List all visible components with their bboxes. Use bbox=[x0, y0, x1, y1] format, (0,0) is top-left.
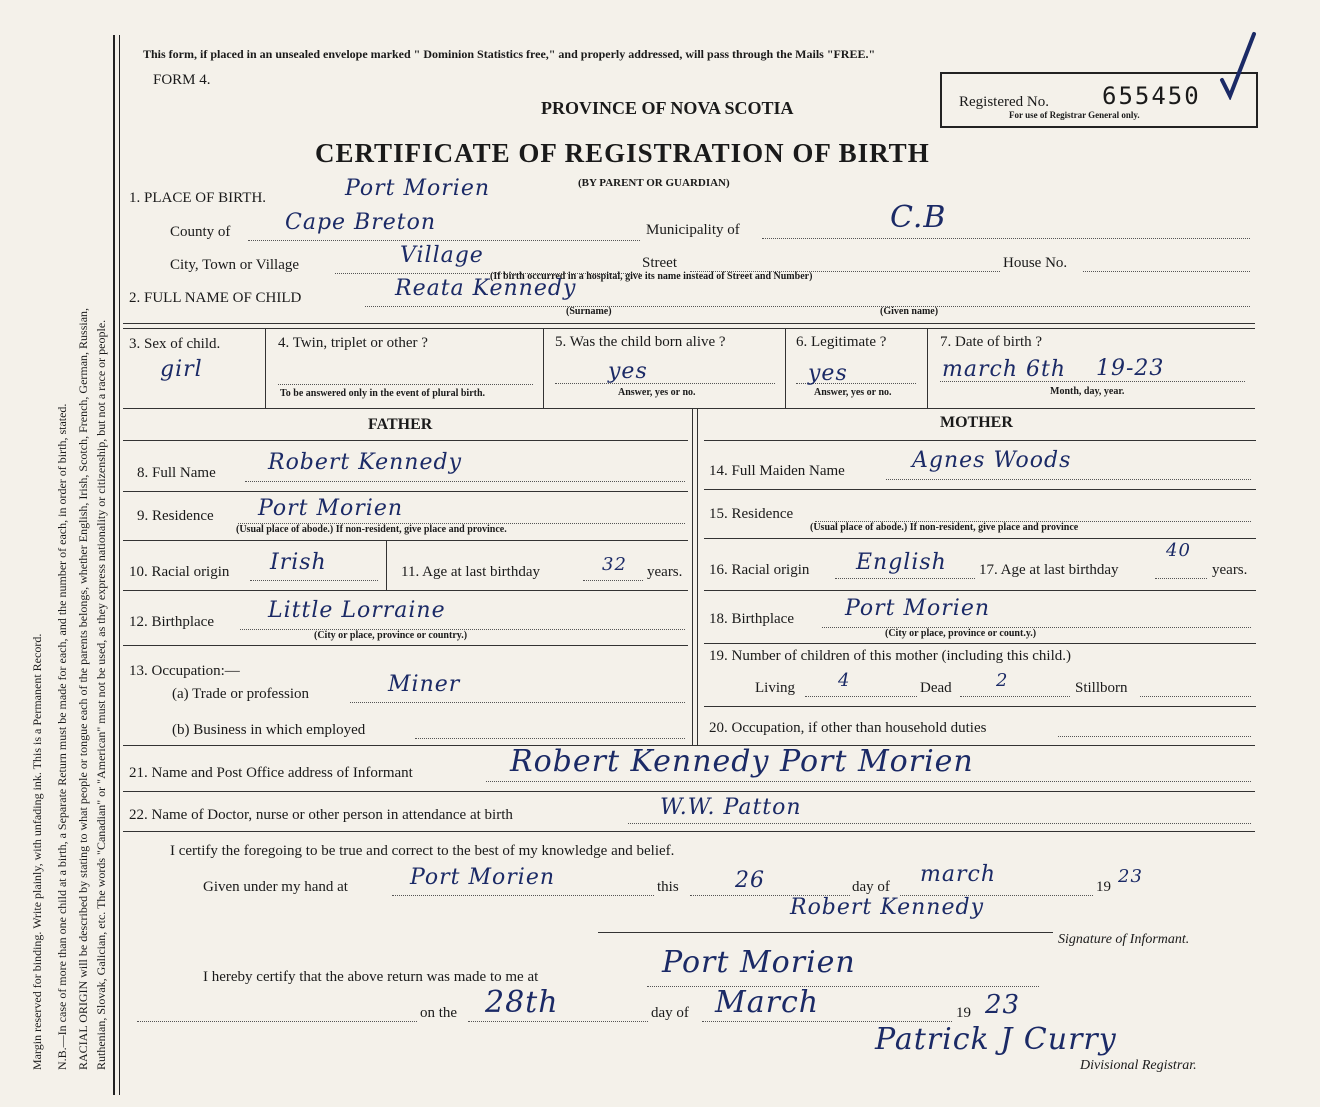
mother-heading: MOTHER bbox=[940, 414, 1013, 431]
side-note-nationality: Ruthenian, Slovak, Galician, etc. The words "Canadian" or "American" must not be used, as they express nationality or citizenship, but not a race or people. bbox=[94, 319, 108, 1070]
twin-note: To be answered only in the event of plural birth. bbox=[280, 388, 486, 399]
margin-rule-inner bbox=[119, 35, 120, 1095]
doctor-label: 22. Name of Doctor, nurse or other person in attendance at birth bbox=[129, 807, 513, 823]
father-birthplace-value: Little Lorraine bbox=[268, 598, 446, 623]
hospital-note: (If birth occurred in a hospital, give its name instead of Street and Number) bbox=[490, 271, 813, 282]
registrar-year-suffix: 23 bbox=[985, 990, 1021, 1020]
alive-note: Answer, yes or no. bbox=[618, 387, 696, 398]
father-race-value: Irish bbox=[270, 550, 327, 575]
father-name-value: Robert Kennedy bbox=[268, 450, 462, 475]
registrar-title: Divisional Registrar. bbox=[1080, 1058, 1197, 1073]
certificate-title: CERTIFICATE OF REGISTRATION OF BIRTH bbox=[315, 138, 930, 168]
mother-residence-label: 15. Residence bbox=[709, 506, 794, 522]
given-year-suffix: 23 bbox=[1118, 866, 1143, 887]
mother-name-value: Agnes Woods bbox=[912, 448, 1072, 473]
city-value: Village bbox=[400, 243, 484, 268]
mother-residence-note: (Usual place of abode.) If non-resident, give place and province bbox=[810, 522, 1079, 533]
given-place-value: Port Morien bbox=[410, 865, 556, 890]
father-birthplace-label: 12. Birthplace bbox=[129, 614, 214, 630]
registrar-note: For use of Registrar General only. bbox=[1009, 110, 1140, 120]
this-label: this bbox=[657, 879, 679, 895]
registrar-dayof-label: day of bbox=[651, 1005, 689, 1021]
legitimate-label: 6. Legitimate ? bbox=[796, 334, 887, 350]
legitimate-note: Answer, yes or no. bbox=[814, 387, 892, 398]
twin-label: 4. Twin, triplet or other ? bbox=[278, 335, 428, 351]
alive-value: yes bbox=[608, 359, 648, 384]
dob-year: 19-23 bbox=[1096, 356, 1165, 381]
given-day-value: 26 bbox=[735, 868, 765, 893]
mother-occupation-label: 20. Occupation, if other than household duties bbox=[709, 720, 987, 736]
mother-race-label: 16. Racial origin bbox=[709, 562, 810, 578]
checkmark-icon bbox=[1218, 28, 1258, 100]
father-trade-label: (a) Trade or profession bbox=[172, 686, 310, 702]
form-number: FORM 4. bbox=[153, 72, 211, 88]
given-year-prefix: 19 bbox=[1096, 879, 1111, 895]
living-label: Living bbox=[755, 680, 795, 696]
father-occupation-label: 13. Occupation:— bbox=[129, 663, 240, 679]
father-business-label: (b) Business in which employed bbox=[172, 722, 366, 738]
alive-label: 5. Was the child born alive ? bbox=[555, 334, 726, 350]
certificate-subtitle: (BY PARENT OR GUARDIAN) bbox=[578, 177, 730, 189]
city-label: City, Town or Village bbox=[170, 257, 300, 273]
registrar-day-value: 28th bbox=[485, 985, 559, 1020]
registrar-certification: I hereby certify that the above return was made to me at bbox=[203, 969, 539, 985]
mother-birthplace-label: 18. Birthplace bbox=[709, 611, 794, 627]
child-name-value: Reata Kennedy bbox=[395, 276, 577, 301]
informant-label: 21. Name and Post Office address of Informant bbox=[129, 765, 413, 781]
house-number-label: House No. bbox=[1003, 255, 1068, 271]
margin-rule bbox=[113, 35, 115, 1095]
place-of-birth-value: Port Morien bbox=[345, 176, 491, 201]
street-label: Street bbox=[642, 255, 677, 271]
father-residence-note: (Usual place of abode.) If non-resident, give place and province. bbox=[236, 524, 507, 535]
registrar-year-prefix: 19 bbox=[956, 1005, 971, 1021]
dob-note: Month, day, year. bbox=[1050, 386, 1125, 397]
dob-label: 7. Date of birth ? bbox=[940, 334, 1043, 350]
surname-note: (Surname) bbox=[566, 306, 612, 317]
province-heading: PROVINCE OF NOVA SCOTIA bbox=[541, 98, 794, 118]
side-note-racial-origin: RACIAL ORIGIN will be described by stating to what people or tongue each of the parents belongs, whether English, Irish, Scotch, French, German, Russian, bbox=[76, 307, 90, 1070]
dead-value: 2 bbox=[996, 670, 1009, 691]
registrar-place-value: Port Morien bbox=[662, 945, 856, 980]
given-under-hand-label: Given under my hand at bbox=[203, 879, 348, 895]
informant-value: Robert Kennedy Port Morien bbox=[510, 744, 974, 779]
sex-value: girl bbox=[160, 357, 203, 382]
place-of-birth-label: 1. PLACE OF BIRTH. bbox=[129, 190, 267, 206]
mother-age-label: 17. Age at last birthday bbox=[979, 562, 1119, 578]
registrar-on-label: on the bbox=[420, 1005, 458, 1021]
mail-notice: This form, if placed in an unsealed envelope marked " Dominion Statistics free," and properly addressed, will pass through the Mails "FREE." bbox=[143, 47, 876, 61]
mother-age-value: 40 bbox=[1166, 540, 1191, 561]
father-trade-value: Miner bbox=[388, 672, 461, 697]
mother-age-unit: years. bbox=[1212, 562, 1248, 578]
side-note-binding: Margin reserved for binding. Write plainly, with unfading ink. This is a Permanent Record. bbox=[30, 633, 44, 1070]
legitimate-value: yes bbox=[808, 361, 848, 386]
given-name-note: (Given name) bbox=[880, 306, 939, 317]
informant-signature: Robert Kennedy bbox=[790, 895, 984, 920]
mother-race-value: English bbox=[856, 550, 947, 575]
registrar-month-value: March bbox=[715, 985, 820, 1020]
given-month-value: march bbox=[920, 862, 996, 887]
side-note-multiple-births: N.B.—In case of more than one child at a birth, a Separate Return must be made for each, and the number of each, in order of birth, stated. bbox=[55, 403, 69, 1070]
municipality-value: C.B bbox=[890, 200, 947, 235]
county-value: Cape Breton bbox=[285, 210, 437, 235]
father-heading: FATHER bbox=[368, 416, 433, 433]
father-residence-value: Port Morien bbox=[258, 496, 404, 521]
father-age-value: 32 bbox=[602, 554, 627, 575]
county-label: County of bbox=[170, 224, 231, 240]
child-name-label: 2. FULL NAME OF CHILD bbox=[129, 290, 302, 306]
dob-value: march 6th bbox=[942, 357, 1066, 382]
father-name-label: 8. Full Name bbox=[137, 465, 216, 481]
mother-birthplace-note: (City or place, province or count.y.) bbox=[885, 628, 1037, 639]
municipality-label: Municipality of bbox=[646, 222, 740, 238]
informant-signature-label: Signature of Informant. bbox=[1058, 932, 1190, 947]
father-age-unit: years. bbox=[647, 564, 683, 580]
registrar-signature: Patrick J Curry bbox=[875, 1022, 1117, 1057]
mother-children-label: 19. Number of children of this mother (including this child.) bbox=[709, 648, 1072, 664]
registered-number: 655450 bbox=[1102, 82, 1201, 110]
living-value: 4 bbox=[838, 670, 851, 691]
mother-name-label: 14. Full Maiden Name bbox=[709, 463, 845, 479]
father-age-label: 11. Age at last birthday bbox=[401, 564, 540, 580]
registration-box bbox=[940, 72, 1258, 128]
mother-birthplace-value: Port Morien bbox=[845, 596, 991, 621]
father-residence-label: 9. Residence bbox=[137, 508, 214, 524]
sex-label: 3. Sex of child. bbox=[129, 336, 221, 352]
stillborn-label: Stillborn bbox=[1075, 680, 1128, 696]
father-race-label: 10. Racial origin bbox=[129, 564, 230, 580]
dead-label: Dead bbox=[920, 680, 952, 696]
informant-certification: I certify the foregoing to be true and correct to the best of my knowledge and belief. bbox=[170, 843, 675, 859]
father-birthplace-note: (City or place, province or country.) bbox=[314, 630, 468, 641]
given-dayof-label: day of bbox=[852, 879, 890, 895]
registered-label: Registered No. bbox=[959, 94, 1049, 110]
doctor-value: W.W. Patton bbox=[660, 795, 802, 820]
